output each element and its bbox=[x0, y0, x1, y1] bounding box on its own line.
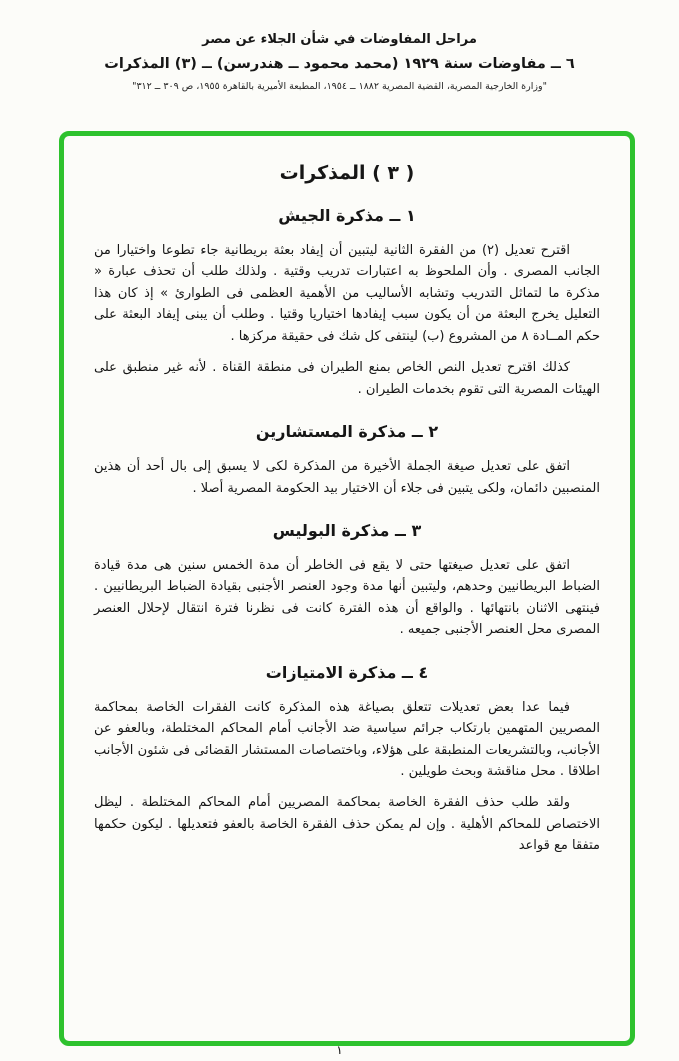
paragraph: فيما عدا بعض تعديلات تتعلق بصياغة هذه المذكرة كانت الفقرات الخاصة بمحاكمة المصريين المتهمين بارتكاب جرائم سياسية ضد الأجانب أمام المحاكم المختلطة، وبالعفو عن الأجانب، وبالتشريعات المنطبقة على هؤلاء، وباختصاصات المستشار القضائى فى شئون الأجانب اطلاقا . محل مناقشة وبحث طويلين . bbox=[94, 699, 600, 779]
section-police-memo bbox=[94, 521, 600, 641]
page-title: ( ٣ ) المذكرات bbox=[279, 162, 415, 184]
paragraph: اتفق على تعديل صيغة الجملة الأخيرة من المذكرة لكى لا يسبق إلى بال أحد أن هذين المنصبين دائمان، ولكى يتبين فى جلاء أن الاختيار بيد الحكومة المصرية أصلا . bbox=[94, 459, 600, 496]
paragraph: ولقد طلب حذف الفقرة الخاصة بمحاكمة المصريين أمام المحاكم المختلطة . ليظل الاختصاص للمحاكم الأهلية . وإن لم يمكن حذف الفقرة الخاصة بالعفو فتعديلها . ليكون حكمها متفقا مع قواعد bbox=[94, 795, 600, 854]
header-source-citation: "وزارة الخارجية المصرية، القضية المصرية ١٨٨٢ ــ ١٩٥٤، المطبعة الأميرية بالقاهرة ١٩٥٥، ص ٣٠٩ ــ ٣١٢" bbox=[132, 81, 547, 92]
section-heading: ١ ــ مذكرة الجيش bbox=[278, 206, 416, 225]
section-heading: ٢ ــ مذكرة المستشارين bbox=[255, 422, 439, 442]
header-title: مراحل المفاوضات في شأن الجلاء عن مصر bbox=[202, 32, 477, 47]
section-heading: ٤ ــ مذكرة الامتيازات bbox=[265, 662, 429, 682]
section-heading: ٣ ــ مذكرة البوليس bbox=[272, 520, 422, 540]
section-army-memo bbox=[94, 206, 600, 400]
paragraph: اقترح تعديل (٢) من الفقرة الثانية ليتبين أن إيفاد بعثة بريطانية جاء تطوعا واختيارا من الجانب المصرى . وأن الملحوظ به اعتبارات تدريب وقتية . ولذلك طلب أن تحذف عبارة « مذكرة ما لتماثل التدريب وتشابه الأساليب من الأهمية العظمى فى الطوارئ » إذ كان هذا التعليل يخرج البعثة من أن يكون سبب إيفادها اختياريا وقتيا . وطلب أن يبنى إيفاد البعثة على حكم المــادة ٨ من المشروع (ب) لينتفى كل شك فى حقيقة مركزها . bbox=[94, 243, 600, 344]
section-capitulations-memo bbox=[94, 663, 600, 857]
paragraph: اتفق على تعديل صيغتها حتى لا يقع فى الخاطر أن مدة الخمس سنين هى مدة قيادة الضباط البريطانيين وحدهم، وليتبين أنها مدة وجود العنصر الأجنبى بقيادة الضباط البريطانيين . فينتهى الاثنان بانتهائها . والواقع أن هذه الفترة كانت فى نظرنا فترة انتقال لإحلال العنصر المصرى محل العنصر الأجنبى جميعه . bbox=[94, 557, 600, 638]
document-header bbox=[0, 0, 679, 92]
paragraph: كذلك اقترح تعديل النص الخاص بمنع الطيران فى منطقة القناة . لأنه غير منطبق على الهيئات المصرية التى تقوم بخدمات الطيران . bbox=[94, 360, 600, 397]
section-advisors-memo bbox=[94, 422, 600, 499]
header-subtitle: ٦ ــ مفاوضات سنة ١٩٢٩ (محمد محمود ــ هندرسن) ــ (٣) المذكرات bbox=[104, 56, 575, 72]
page-number: ١ bbox=[336, 1043, 343, 1057]
content-frame bbox=[59, 131, 635, 1046]
